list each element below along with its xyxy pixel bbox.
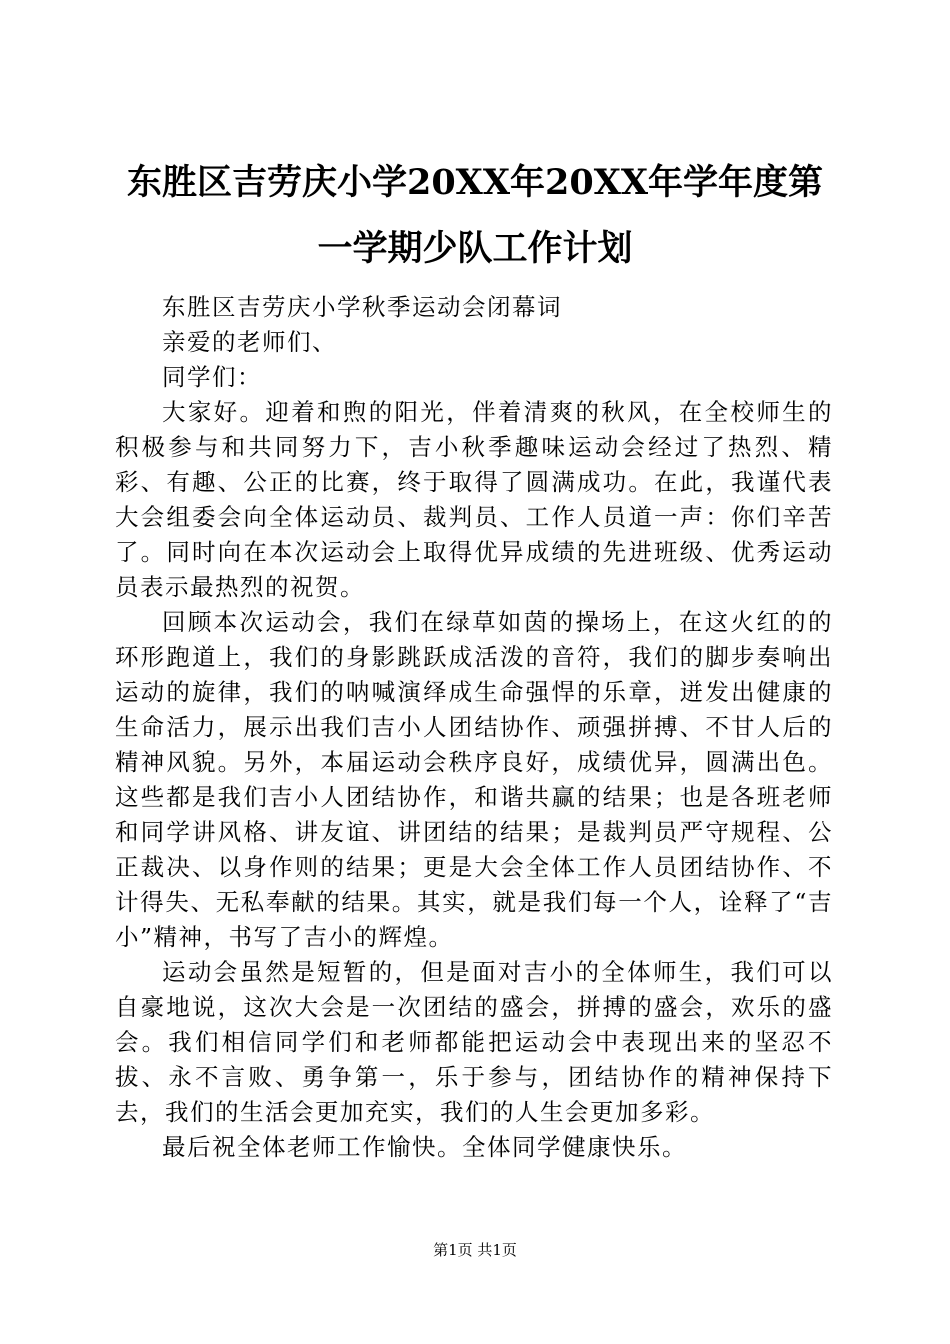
document-body [115,290,833,1165]
body-paragraph: 大家好。迎着和煦的阳光，伴着清爽的秋风，在全校师生的积极参与和共同努力下，吉小秋季趣味运动会经过了热烈、精彩、有趣、公正的比赛，终于取得了圆满成功。在此，我谨代表大会组委会向全体运动员、裁判员、工作人员道一声：你们辛苦了。同时向在本次运动会上取得优异成绩的先进班级、优秀运动员表示最热烈的祝贺。 [115,398,833,601]
salutation-teachers: 亲爱的老师们、 [162,328,337,356]
speech-heading: 东胜区吉劳庆小学秋季运动会闭幕词 [162,293,562,321]
salutation-students: 同学们： [162,363,262,391]
body-paragraph: 回顾本次运动会，我们在绿草如茵的操场上，在这火红的的环形跑道上，我们的身影跳跃成活泼的音符，我们的脚步奏响出运动的旋律，我们的呐喊演绎成生命强悍的乐章，迸发出健康的生命活力，展示出我们吉小人团结协作、顽强拼搏、不甘人后的精神风貌。另外，本届运动会秩序良好，成绩优异，圆满出色。这些都是我们吉小人团结协作，和谐共赢的结果；也是各班老师和同学讲风格、讲友谊、讲团结的结果；是裁判员严守规程、公正裁决、以身作则的结果；更是大会全体工作人员团结协作、不计得失、无私奉献的结果。其实，就是我们每一个人，诠释了“吉小”精神，书写了吉小的辉煌。 [115,608,833,951]
page-number-footer: 第1页 共1页 [433,1241,517,1259]
closing-paragraph: 最后祝全体老师工作愉快。全体同学健康快乐。 [162,1133,687,1161]
body-paragraph: 运动会虽然是短暂的，但是面对吉小的全体师生，我们可以自豪地说，这次大会是一次团结的盛会，拼搏的盛会，欢乐的盛会。我们相信同学们和老师都能把运动会中表现出来的坚忍不拔、永不言败、勇争第一，乐于参与，团结协作的精神保持下去，我们的生活会更加充实，我们的人生会更加多彩。 [115,958,833,1126]
document-title: 东胜区吉劳庆小学20XX年20XX年学年度第一学期少队工作计划 [126,162,824,269]
